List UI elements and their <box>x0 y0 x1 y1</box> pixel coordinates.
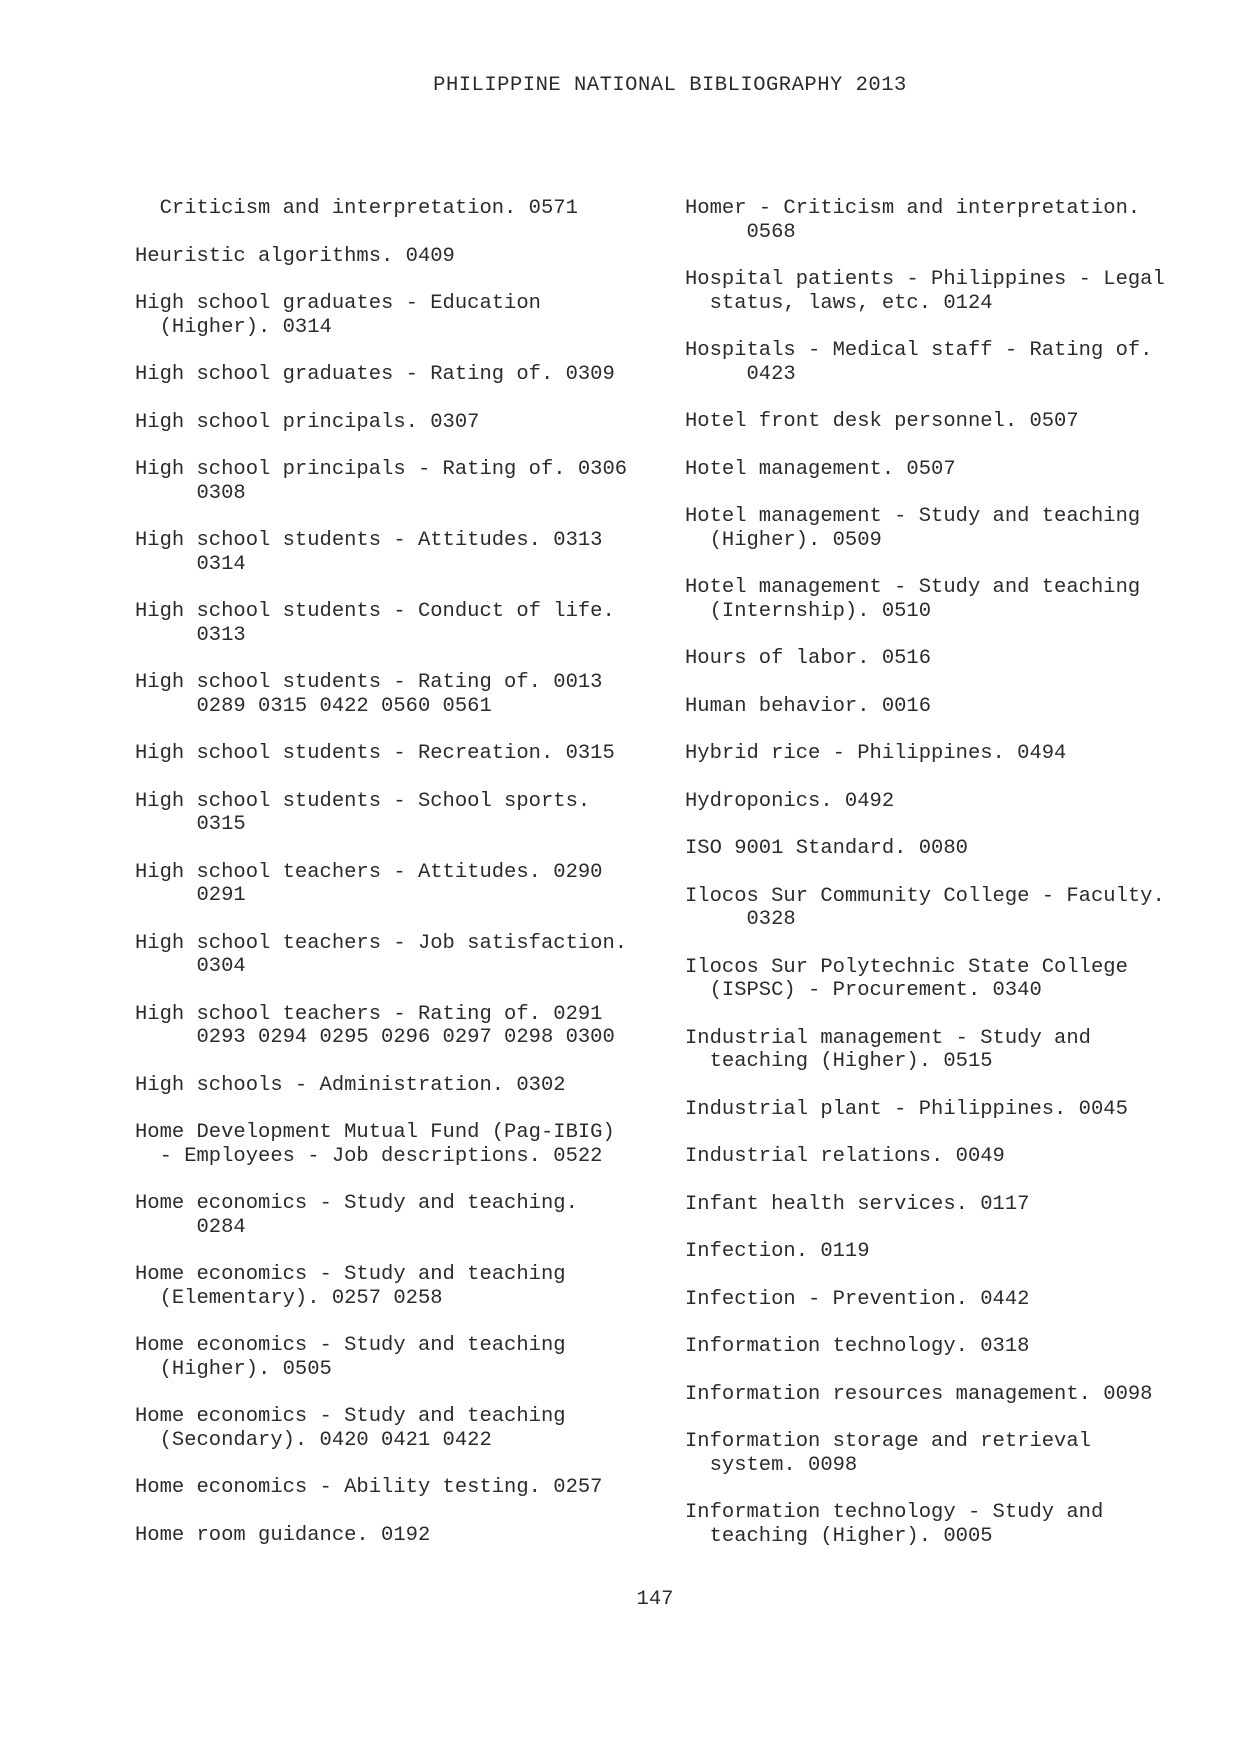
index-entry <box>135 458 645 505</box>
index-entry-line: 0289 0315 0422 0560 0561 <box>135 694 492 718</box>
index-entry-line: Information technology. 0318 <box>685 1335 1030 1358</box>
index-entry-line: Hybrid rice - Philippines. 0494 <box>685 742 1067 765</box>
index-entry-line: High school students - Rating of. 0013 <box>135 671 603 694</box>
index-entry-line: High school graduates - Education <box>135 292 541 315</box>
index-entry <box>135 292 645 339</box>
index-entry <box>135 600 645 647</box>
index-column-left <box>135 197 645 1571</box>
index-entry <box>135 1074 645 1098</box>
index-entry-line: (ISPSC) - Procurement. 0340 <box>685 979 1042 1002</box>
index-entry-line: Infection. 0119 <box>685 1240 870 1263</box>
index-entry <box>685 742 1205 766</box>
index-entry-line: Information technology - Study and <box>685 1501 1104 1524</box>
index-entry <box>135 1334 645 1381</box>
index-entry <box>685 1193 1205 1217</box>
index-entry-line: 0314 <box>135 552 246 576</box>
index-entry <box>685 197 1205 244</box>
index-entry <box>135 742 645 766</box>
index-entry-line: Hospitals - Medical staff - Rating of. <box>685 339 1153 362</box>
index-entry-line: Home Development Mutual Fund (Pag-IBIG) <box>135 1121 615 1144</box>
index-entry-line: High school principals - Rating of. 0306 <box>135 458 628 481</box>
index-entry-line: 0423 <box>685 362 796 386</box>
index-entry-line: status, laws, etc. 0124 <box>685 291 993 315</box>
index-entry <box>135 411 645 435</box>
index-entry-line: Information resources management. 0098 <box>685 1382 1153 1406</box>
index-entry-line: High school students - Recreation. 0315 <box>135 742 615 765</box>
index-entry-line: Ilocos Sur Polytechnic State College <box>685 955 1128 979</box>
index-entry-line: 0304 <box>135 955 246 978</box>
index-entry <box>685 1335 1205 1359</box>
index-entry-line: (Higher). 0505 <box>135 1357 332 1381</box>
index-entry <box>685 1501 1205 1548</box>
index-entry-line: Home economics - Ability testing. 0257 <box>135 1476 603 1499</box>
index-entry-line: teaching (Higher). 0005 <box>685 1524 993 1548</box>
index-entry <box>685 837 1205 861</box>
index-entry-line: 0313 <box>135 623 246 647</box>
index-entry-line: Industrial management - Study and <box>685 1026 1091 1050</box>
index-entry <box>135 1405 645 1452</box>
index-entry-line: Information storage and retrieval <box>685 1430 1091 1453</box>
index-entry-line: High schools - Administration. 0302 <box>135 1073 566 1097</box>
index-entry-line: system. 0098 <box>685 1453 858 1477</box>
index-entry <box>685 1240 1205 1264</box>
index-entry-line: High school students - Conduct of life. <box>135 600 615 623</box>
index-entry-line: Hours of labor. 0516 <box>685 647 932 670</box>
index-entry-line: Criticism and interpretation. 0571 <box>135 197 578 220</box>
index-entry-line: Home economics - Study and teaching <box>135 1263 566 1286</box>
index-entry-line: Industrial plant - Philippines. 0045 <box>685 1097 1128 1121</box>
index-entry-line: 0284 <box>135 1215 246 1239</box>
index-entry <box>135 1476 645 1500</box>
index-entry-line: Infection - Prevention. 0442 <box>685 1287 1030 1311</box>
index-entry-line: High school teachers - Job satisfaction. <box>135 931 628 955</box>
index-entry-line: - Employees - Job descriptions. 0522 <box>135 1144 603 1168</box>
index-entry-line: Home economics - Study and teaching <box>135 1334 566 1357</box>
index-entry <box>685 885 1205 932</box>
index-entry-line: Human behavior. 0016 <box>685 694 932 718</box>
index-entry <box>135 1192 645 1239</box>
index-entry <box>685 956 1205 1003</box>
index-entry <box>685 647 1205 671</box>
index-entry <box>135 363 645 387</box>
index-entry-line: High school graduates - Rating of. 0309 <box>135 363 615 386</box>
index-entry-line: Hotel management - Study and teaching <box>685 505 1141 528</box>
index-entry <box>135 529 645 576</box>
index-entry <box>685 1098 1205 1122</box>
index-entry <box>135 197 645 221</box>
index-entry-line: 0315 <box>135 813 246 836</box>
index-entry-line: Industrial relations. 0049 <box>685 1145 1005 1168</box>
page-number: 147 <box>636 1588 674 1611</box>
index-entry <box>135 790 645 837</box>
index-entry-line: High school teachers - Rating of. 0291 <box>135 1002 603 1026</box>
index-entry <box>135 861 645 908</box>
index-entry <box>135 1263 645 1310</box>
index-entry-line: Home economics - Study and teaching <box>135 1405 566 1428</box>
index-entry-line: 0308 <box>135 481 246 505</box>
index-entry-line: Ilocos Sur Community College - Faculty. <box>685 884 1165 908</box>
index-entry <box>685 1383 1205 1407</box>
index-entry-line: Homer - Criticism and interpretation. <box>685 197 1141 220</box>
index-entry-line: (Higher). 0509 <box>685 528 882 552</box>
index-column-right <box>685 197 1205 1572</box>
index-entry-line: 0568 <box>685 220 796 244</box>
index-entry-line: Hotel management - Study and teaching <box>685 576 1141 599</box>
index-entry <box>685 268 1205 315</box>
index-entry-line: (Elementary). 0257 0258 <box>135 1286 443 1310</box>
index-entry <box>135 671 645 718</box>
index-entry <box>135 245 645 269</box>
index-entry <box>685 576 1205 623</box>
index-entry-line: 0293 0294 0295 0296 0297 0298 0300 <box>135 1026 615 1049</box>
index-entry-line: High school students - Attitudes. 0313 <box>135 529 603 552</box>
index-entry <box>135 1524 645 1548</box>
index-entry-line: Hospital patients - Philippines - Legal <box>685 268 1165 291</box>
index-entry-line: Home economics - Study and teaching. <box>135 1192 578 1215</box>
index-entry <box>685 410 1205 434</box>
index-entry-line: High school students - School sports. <box>135 789 591 813</box>
index-entry-line: Hotel front desk personnel. 0507 <box>685 410 1079 433</box>
index-entry-line: (Internship). 0510 <box>685 599 932 623</box>
page-header: PHILIPPINE NATIONAL BIBLIOGRAPHY 2013 <box>433 74 907 97</box>
index-entry-line: 0328 <box>685 908 796 931</box>
index-entry <box>685 505 1205 552</box>
index-entry-line: Home room guidance. 0192 <box>135 1523 431 1547</box>
index-entry <box>135 932 645 979</box>
index-entry-line: Hydroponics. 0492 <box>685 789 895 813</box>
index-entry <box>685 458 1205 482</box>
index-entry-line: ISO 9001 Standard. 0080 <box>685 837 968 860</box>
index-entry <box>685 1027 1205 1074</box>
index-entry <box>135 1003 645 1050</box>
index-entry-line: teaching (Higher). 0515 <box>685 1050 993 1073</box>
index-entry <box>135 1121 645 1168</box>
index-entry-line: Hotel management. 0507 <box>685 457 956 481</box>
index-entry-line: 0291 <box>135 884 246 907</box>
index-entry <box>685 339 1205 386</box>
index-entry <box>685 1288 1205 1312</box>
index-entry-line: (Secondary). 0420 0421 0422 <box>135 1428 492 1452</box>
index-entry-line: High school principals. 0307 <box>135 410 480 434</box>
index-entry-line: Infant health services. 0117 <box>685 1192 1030 1216</box>
index-entry-line: (Higher). 0314 <box>135 315 332 339</box>
index-entry <box>685 1145 1205 1169</box>
index-entry-line: Heuristic algorithms. 0409 <box>135 244 455 268</box>
index-entry-line: High school teachers - Attitudes. 0290 <box>135 860 603 884</box>
index-entry <box>685 790 1205 814</box>
index-entry <box>685 695 1205 719</box>
index-entry <box>685 1430 1205 1477</box>
